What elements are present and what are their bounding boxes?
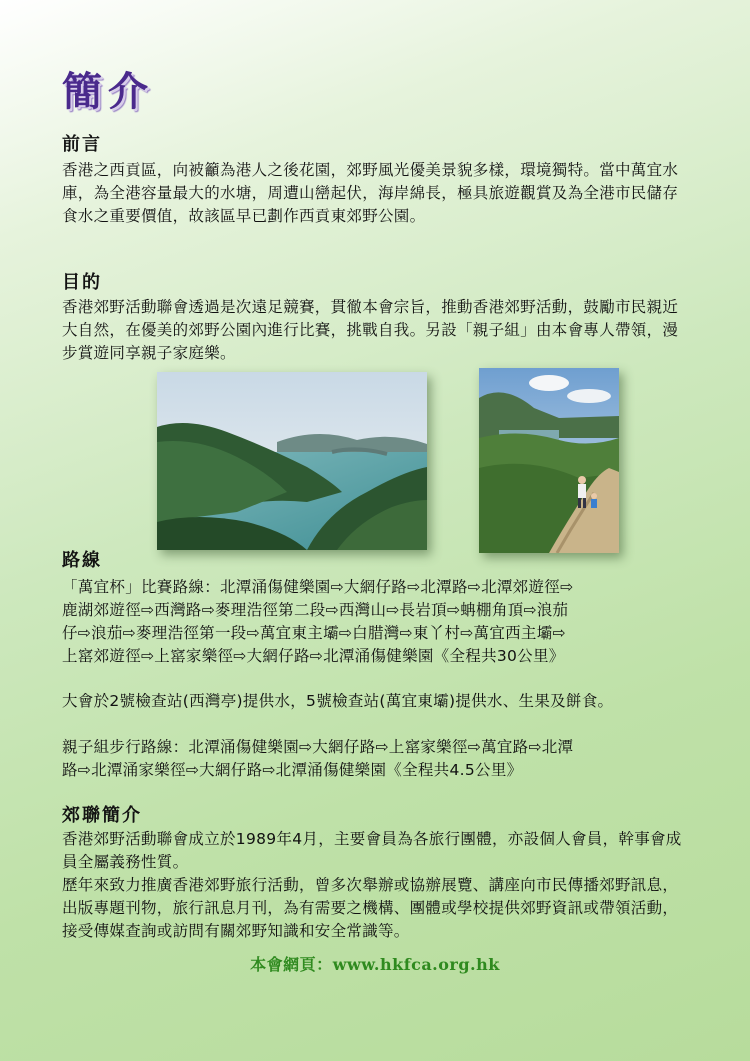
hikers-photo [479, 368, 619, 553]
family-route [62, 736, 682, 782]
intro-text: 香港之西貢區，向被籲為港人之後花園，郊野風光優美景貌多樣，環境獨特。當中萬宜水庫，為全港容量最大的水塘，周遭山巒起伏，海岸綿長，極具旅遊觀賞及為全港市民儲存食水之重要價值，故該區早已劃作西貢東郊野公園。 [62, 161, 679, 225]
website-label: 本會網頁： [250, 955, 333, 974]
page-title: 簡介 [62, 68, 154, 115]
route-line: 鹿湖郊遊徑⇨西灣路⇨麥理浩徑第二段⇨西灣山⇨長岩頂⇨蚺棚角頂⇨浪茄 [62, 601, 569, 619]
family-route-line: 路⇨北潭涌家樂徑⇨大網仔路⇨北潭涌傷健樂園《全程共4.5公里》 [62, 761, 523, 779]
purpose-heading: 目的 [62, 272, 102, 293]
about-text-1: 香港郊野活動聯會成立於1989年4月，主要會員為各旅行團體，亦設個人會員，幹事會成員全屬義務性質。 [62, 830, 682, 871]
route-heading: 路線 [62, 550, 102, 571]
route-line: 仔⇨浪茄⇨麥理浩徑第一段⇨萬宜東主壩⇨白腊灣⇨東丫村⇨萬宜西主壩⇨ [62, 624, 566, 642]
purpose-text: 香港郊野活動聯會透過是次遠足競賽，貫徹本會宗旨，推動香港郊野活動，鼓勵市民親近大自然，在優美的郊野公園內進行比賽，挑戰自我。另設「親子組」由本會專人帶領，漫步賞遊同享親子家庭樂。 [62, 298, 679, 362]
intro-heading: 前言 [62, 134, 102, 155]
about-text-2: 歷年來致力推廣香港郊野旅行活動，曾多次舉辦或協辦展覽、講座向市民傳播郊野訊息，出版專題刊物，旅行訊息月刊，為有需要之機構、團體或學校提供郊野資訊或帶領活動，接受傳媒查詢或訪問有關郊野知識和安全常識等。 [62, 876, 679, 940]
website-link[interactable]: www.hkfca.org.hk [332, 955, 500, 974]
supply-note: 大會於2號檢查站(西灣亭)提供水，5號檢查站(萬宜東壩)提供水、生果及餅食。 [62, 692, 614, 710]
about-heading: 郊聯簡介 [62, 805, 142, 826]
route-line: 「萬宜杯」比賽路線：北潭涌傷健樂園⇨大網仔路⇨北潭路⇨北潭郊遊徑⇨ [62, 578, 574, 596]
route-description [62, 576, 682, 668]
route-line: 上窰郊遊徑⇨上窰家樂徑⇨大網仔路⇨北潭涌傷健樂園《全程共30公里》 [62, 647, 565, 665]
family-route-line: 親子組步行路線：北潭涌傷健樂園⇨大網仔路⇨上窰家樂徑⇨萬宜路⇨北潭 [62, 738, 574, 756]
reservoir-photo [157, 372, 427, 550]
website-footer [0, 952, 750, 975]
